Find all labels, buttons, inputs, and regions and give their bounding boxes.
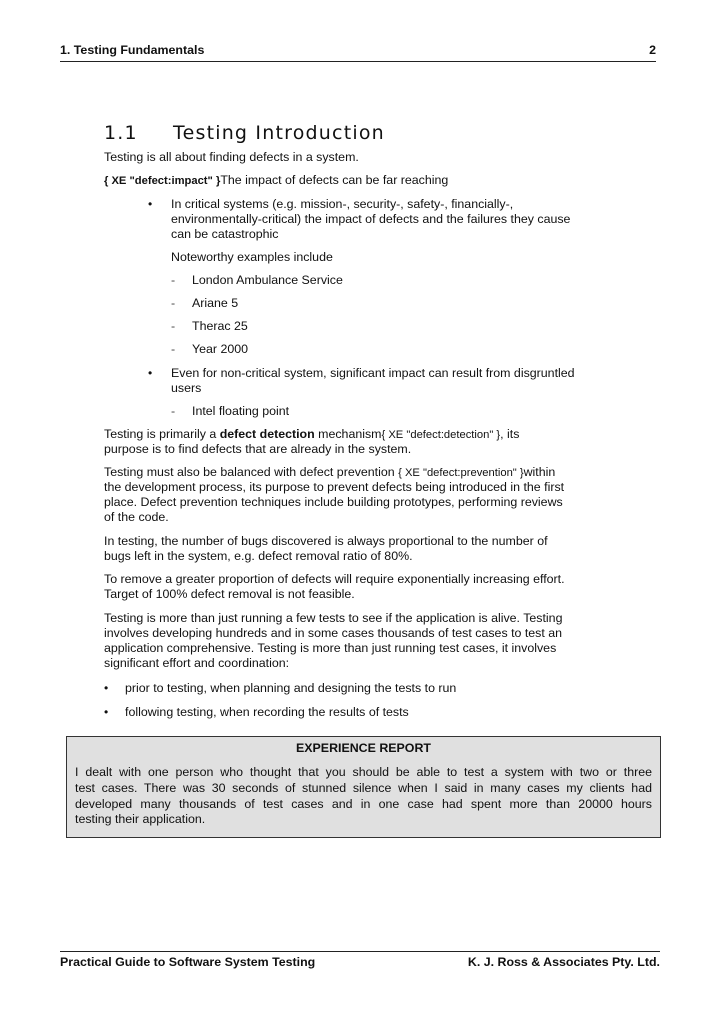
- example-item: Therac 25: [192, 319, 248, 333]
- paragraph-line: significant effort and coordination:: [104, 656, 290, 670]
- header-chapter: 1. Testing Fundamentals: [60, 43, 205, 57]
- header-page-number: 2: [649, 43, 656, 57]
- paragraph-line: application comprehensive. Testing is more than just running test cases, it involves: [104, 641, 557, 655]
- paragraph-line: Testing is primarily a defect detection mechanism{ XE "defect:detection" }, its: [104, 427, 520, 441]
- dash-icon: -: [171, 296, 176, 310]
- footer-rule: [60, 951, 660, 952]
- paragraph-line: Testing must also be balanced with defect prevention { XE "defect:prevention" }within: [104, 465, 556, 479]
- paragraph-line: Testing is more than just running a few tests to see if the application is alive. Testing: [104, 611, 563, 625]
- paragraph-line: of the code.: [104, 510, 169, 524]
- experience-report-line: developed many thousands of test cases and in one case had spent more than 20000 hours: [75, 797, 652, 811]
- example-item: Year 2000: [192, 342, 249, 356]
- dash-icon: -: [171, 273, 176, 287]
- section-number: 1.1: [104, 122, 138, 144]
- example-item: Intel floating point: [192, 404, 290, 418]
- bullet-line: Even for non-critical system, significant impact can result from disgruntled: [171, 366, 575, 380]
- experience-report-line: testing their application.: [75, 812, 206, 826]
- experience-report-box: [66, 736, 661, 838]
- bullet-line: users: [171, 381, 202, 395]
- footer-publisher: K. J. Ross & Associates Pty. Ltd.: [467, 955, 660, 969]
- bullet-line: following testing, when recording the results of tests: [125, 705, 409, 719]
- dash-icon: -: [171, 319, 176, 333]
- defect-detection-term: defect detection: [219, 427, 315, 441]
- paragraph-line: purpose is to find defects that are already in the system.: [104, 442, 412, 456]
- paragraph-line: place. Defect prevention techniques include building prototypes, performing reviews: [104, 495, 563, 509]
- noteworthy-label: Noteworthy examples include: [171, 250, 333, 264]
- paragraph-line: involves developing hundreds and in some cases thousands of test cases to test an: [104, 626, 563, 640]
- section-heading: [104, 121, 385, 145]
- bullet-line: In critical systems (e.g. mission-, security-, safety-, financially-,: [171, 197, 514, 211]
- paragraph-line: In testing, the number of bugs discovered is always proportional to the number of: [104, 534, 548, 548]
- bullet-line: prior to testing, when planning and designing the tests to run: [125, 681, 457, 695]
- paragraph: Testing is all about finding defects in a system.: [104, 150, 359, 164]
- paragraph-line: bugs left in the system, e.g. defect removal ratio of 80%.: [104, 549, 413, 563]
- paragraph: { XE "defect:impact" }The impact of defects can be far reaching: [104, 173, 449, 187]
- dash-icon: -: [171, 404, 176, 418]
- example-item: Ariane 5: [192, 296, 239, 310]
- bullet-icon: •: [104, 705, 109, 719]
- paragraph-line: To remove a greater proportion of defects will require exponentially increasing effort.: [104, 572, 565, 586]
- xe-field: { XE "defect:detection" }: [381, 429, 501, 441]
- paragraph-line: Target of 100% defect removal is not feasible.: [104, 587, 355, 601]
- bullet-line: can be catastrophic: [171, 227, 279, 241]
- footer-title: Practical Guide to Software System Testing: [60, 955, 316, 969]
- bullet-line: environmentally-critical) the impact of defects and the failures they cause: [171, 212, 571, 226]
- xe-field: { XE "defect:impact" }: [104, 175, 221, 187]
- experience-report-line: test cases. There was 30 seconds of stunned silence when I said in many cases my clients had: [75, 781, 652, 795]
- header-rule: [60, 61, 656, 62]
- paragraph-line: the development process, its purpose to prevent defects being introduced in the first: [104, 480, 565, 494]
- bullet-icon: •: [148, 197, 153, 211]
- section-title: Testing Introduction: [173, 122, 385, 144]
- experience-report-line: I dealt with one person who thought that you should be able to test a system with two or three: [75, 765, 652, 779]
- example-item: London Ambulance Service: [192, 273, 343, 287]
- xe-field: { XE "defect:prevention" }: [398, 467, 524, 479]
- dash-icon: -: [171, 342, 176, 356]
- bullet-icon: •: [148, 366, 153, 380]
- bullet-icon: •: [104, 681, 109, 695]
- experience-report-title: EXPERIENCE REPORT: [296, 741, 431, 755]
